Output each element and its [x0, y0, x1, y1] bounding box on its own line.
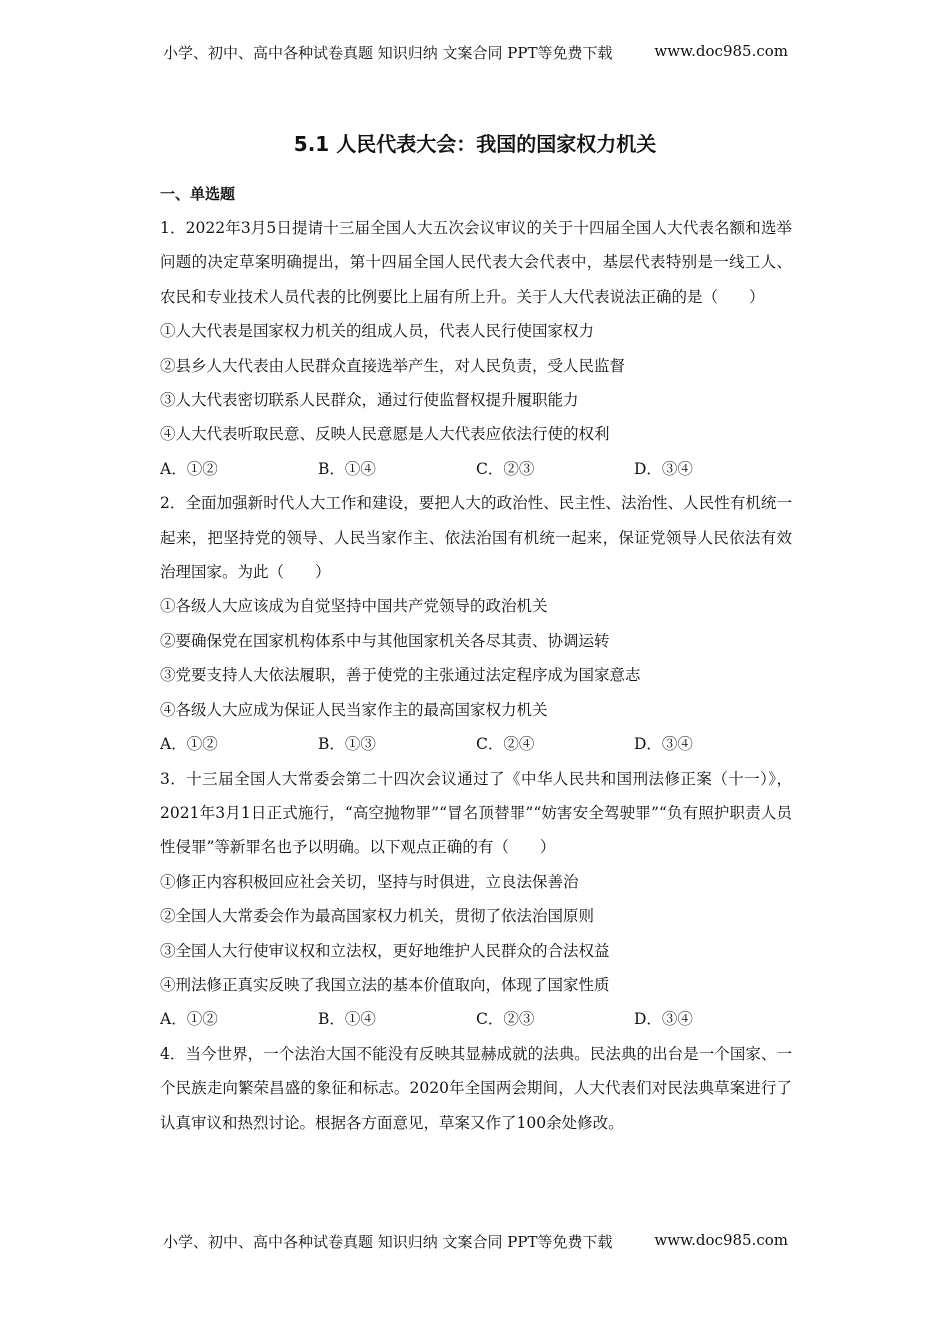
statement-option: ③人大代表密切联系人民群众，通过行使监督权提升履职能力 — [160, 391, 579, 410]
statement-option: ②县乡人大代表由人民群众直接选举产生，对人民负责，受人民监督 — [160, 356, 626, 375]
choice-a[interactable]: A．①② — [160, 459, 218, 478]
choice-a[interactable]: A．①② — [160, 735, 218, 754]
page-footer — [163, 1231, 788, 1252]
page-header — [163, 42, 788, 63]
answer-choices — [160, 452, 792, 486]
question-4 — [160, 1037, 792, 1140]
footer-ad-text: 小学、初中、高中各种试卷真题 知识归纳 文案合同 PPT等免费下载 — [163, 1233, 613, 1251]
answer-choices — [160, 727, 792, 761]
section-heading: 一、单选题 — [160, 185, 236, 203]
footer-url[interactable]: www.doc985.com — [654, 1231, 788, 1249]
choice-d[interactable]: D．③④ — [634, 735, 693, 754]
question-2 — [160, 486, 792, 761]
question-stem: 1．2022年3月5日提请十三届全国人大五次会议审议的关于十四届全国人大代表名额和选举问题的决定草案明确提出，第十四届全国人民代表大会代表中，基层代表特别是一线工人、农民和专业技术人员代表的比例要比上届有所上升。关于人大代表说法正确的是（ ） — [160, 219, 792, 306]
statement-option: ②要确保党在国家机构体系中与其他国家机关各尽其责、协调运转 — [160, 631, 610, 650]
choice-c[interactable]: C．②③ — [476, 459, 535, 478]
statement-option: ④人大代表听取民意、反映人民意愿是人大代表应依法行使的权利 — [160, 425, 610, 444]
statement-option: ③全国人大行使审议权和立法权，更好地维护人民群众的合法权益 — [160, 941, 610, 960]
choice-c[interactable]: C．②③ — [476, 1010, 535, 1029]
choice-b[interactable]: B．①④ — [318, 1010, 376, 1029]
question-stem: 2．全面加强新时代人大工作和建设，要把人大的政治性、民主性、法治性、人民性有机统一起来，把坚持党的领导、人民当家作主、依法治国有机统一起来，保证党领导人民依法有效治理国家。为此（ ） — [160, 494, 792, 582]
choice-d[interactable]: D．③④ — [634, 1010, 693, 1029]
question-3 — [160, 762, 792, 1037]
header-url[interactable]: www.doc985.com — [654, 42, 788, 60]
statement-option: ①各级人大应该成为自觉坚持中国共产党领导的政治机关 — [160, 597, 548, 616]
choice-d[interactable]: D．③④ — [634, 459, 693, 478]
header-ad-text: 小学、初中、高中各种试卷真题 知识归纳 文案合同 PPT等免费下载 — [163, 44, 613, 62]
statement-option: ①人大代表是国家权力机关的组成人员，代表人民行使国家权力 — [160, 322, 595, 341]
choice-b[interactable]: B．①③ — [318, 735, 376, 754]
question-1 — [160, 211, 792, 486]
statement-option: ④刑法修正真实反映了我国立法的基本价值取向，体现了国家性质 — [160, 975, 610, 994]
statement-option: ②全国人大常委会作为最高国家权力机关，贯彻了依法治国原则 — [160, 907, 595, 926]
statement-option: ①修正内容积极回应社会关切，坚持与时俱进，立良法保善治 — [160, 872, 579, 891]
answer-choices — [160, 1002, 792, 1036]
statement-option: ④各级人大应成为保证人民当家作主的最高国家权力机关 — [160, 700, 548, 719]
choice-b[interactable]: B．①④ — [318, 459, 376, 478]
question-list — [160, 211, 792, 1140]
question-stem: 3．十三届全国人大常委会第二十四次会议通过了《中华人民共和国刑法修正案（十一）》，2021年3月1日正式施行，“高空抛物罪”“冒名顶替罪”“妨害安全驾驶罪”“负有照护职责人员性侵罪”等新罪名也予以明确。以下观点正确的有（ ） — [160, 769, 792, 857]
question-stem: 4．当今世界，一个法治大国不能没有反映其显赫成就的法典。民法典的出台是一个国家、一个民族走向繁荣昌盛的象征和标志。2020年全国两会期间，人大代表们对民法典草案进行了认真审议和热烈讨论。根据各方面意见，草案又作了100余处修改。 — [160, 1044, 792, 1132]
choice-a[interactable]: A．①② — [160, 1010, 218, 1029]
statement-option: ③党要支持人大依法履职，善于使党的主张通过法定程序成为国家意志 — [160, 666, 641, 685]
choice-c[interactable]: C．②④ — [476, 735, 535, 754]
document-title: 5.1 人民代表大会：我国的国家权力机关 — [293, 132, 657, 156]
